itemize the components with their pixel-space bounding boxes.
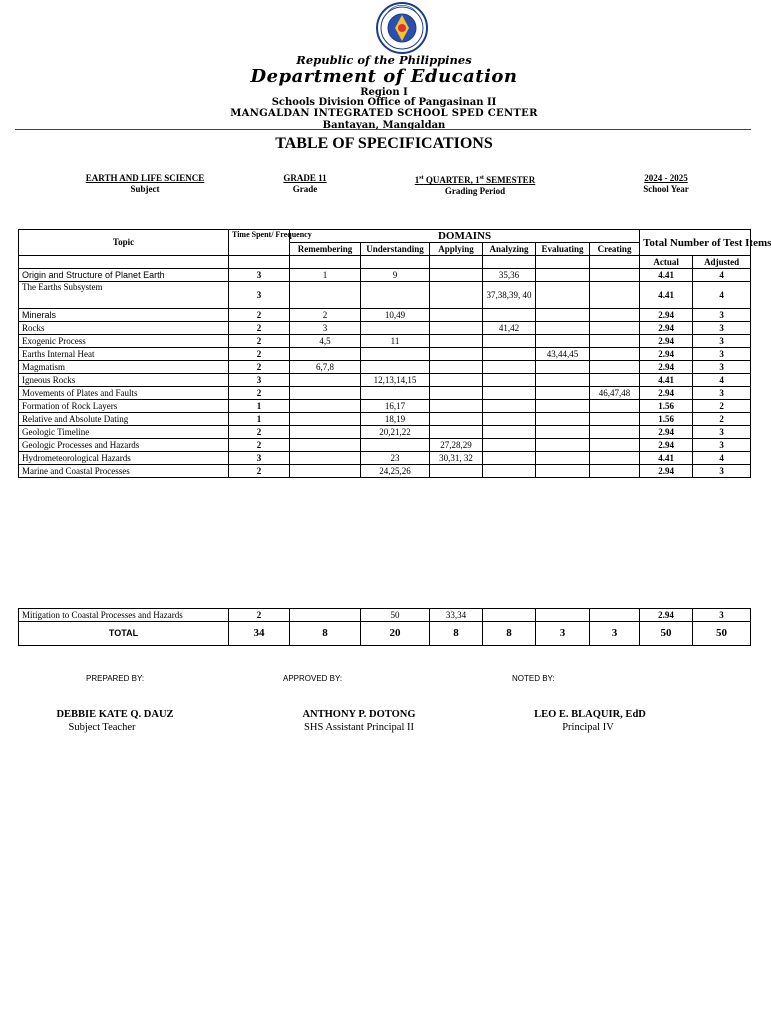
remembering-cell: 6,7,8 <box>290 361 361 374</box>
understanding-cell <box>361 322 430 335</box>
applying-cell: 8 <box>430 622 483 646</box>
understanding-cell: 12,13,14,15 <box>361 374 430 387</box>
table-row <box>19 269 751 282</box>
table-row <box>19 413 751 426</box>
time-spent-cell: 2 <box>229 387 290 400</box>
approved-by-label: APPROVED BY: <box>283 674 343 683</box>
actual-cell: 2.94 <box>640 426 693 439</box>
time-spent-header: Time Spent/ Frequency <box>229 230 290 256</box>
applying-cell: 33,34 <box>430 609 483 622</box>
remembering-cell <box>290 374 361 387</box>
document-title: TABLE OF SPECIFICATIONS <box>275 135 493 152</box>
blank-cell <box>536 256 590 269</box>
applying-cell <box>430 426 483 439</box>
remembering-cell <box>290 452 361 465</box>
topic-cell: Hydrometeorological Hazards <box>19 452 229 465</box>
adjusted-cell: 4 <box>693 282 751 309</box>
blank-cell <box>430 256 483 269</box>
understanding-cell <box>361 439 430 452</box>
total-items-header: Total Number of Test Items <box>640 230 751 256</box>
applying-cell <box>430 322 483 335</box>
grading-period-value: 1st QUARTER, 1st SEMESTER <box>414 175 536 185</box>
blank-cell <box>590 256 640 269</box>
applying-header: Applying <box>430 243 483 256</box>
school-year-field <box>626 173 706 195</box>
noted-by-name: LEO E. BLAQUIR, EdD <box>534 709 646 720</box>
header-divider <box>15 129 751 130</box>
deped-seal-logo <box>366 2 438 54</box>
time-spent-cell: 3 <box>229 282 290 309</box>
analyzing-cell <box>483 348 536 361</box>
adjusted-cell: 2 <box>693 413 751 426</box>
understanding-cell: 23 <box>361 452 430 465</box>
region-line: Region I <box>360 87 408 98</box>
evaluating-cell <box>536 361 590 374</box>
actual-cell: 4.41 <box>640 374 693 387</box>
time-spent-cell: 2 <box>229 465 290 478</box>
time-spent-cell: 2 <box>229 439 290 452</box>
department-line: Department of Education <box>250 66 518 87</box>
understanding-cell <box>361 387 430 400</box>
time-spent-cell: 3 <box>229 374 290 387</box>
grade-field <box>262 173 348 195</box>
school-year-value: 2024 - 2025 <box>644 173 688 183</box>
grade-label: Grade <box>292 184 318 194</box>
topic-cell: Geologic Processes and Hazards <box>19 439 229 452</box>
subject-field <box>70 173 220 195</box>
remembering-cell <box>290 609 361 622</box>
analyzing-cell <box>483 335 536 348</box>
blank-cell <box>290 256 361 269</box>
grade-value: GRADE 11 <box>283 173 327 183</box>
understanding-cell: 9 <box>361 269 430 282</box>
evaluating-cell <box>536 439 590 452</box>
applying-cell <box>430 387 483 400</box>
actual-cell: 2.94 <box>640 361 693 374</box>
evaluating-cell <box>536 322 590 335</box>
topic-cell: Minerals <box>19 309 229 322</box>
applying-cell <box>430 361 483 374</box>
time-spent-cell: 2 <box>229 361 290 374</box>
creating-cell <box>590 269 640 282</box>
creating-cell <box>590 361 640 374</box>
adjusted-cell: 4 <box>693 374 751 387</box>
grading-period-label: Grading Period <box>444 186 506 196</box>
remembering-cell <box>290 413 361 426</box>
topic-cell: Movements of Plates and Faults <box>19 387 229 400</box>
adjusted-cell: 3 <box>693 361 751 374</box>
prepared-by-label: PREPARED BY: <box>86 674 145 683</box>
remembering-cell: 4,5 <box>290 335 361 348</box>
analyzing-header: Analyzing <box>483 243 536 256</box>
understanding-cell: 24,25,26 <box>361 465 430 478</box>
remembering-cell: 3 <box>290 322 361 335</box>
evaluating-cell <box>536 609 590 622</box>
applying-cell <box>430 374 483 387</box>
division-line: Schools Division Office of Pangasinan II <box>271 97 497 108</box>
table-row <box>19 387 751 400</box>
time-spent-cell: 34 <box>229 622 290 646</box>
understanding-cell <box>361 282 430 309</box>
creating-cell <box>590 282 640 309</box>
table-row <box>19 282 751 309</box>
blank-cell <box>483 256 536 269</box>
actual-cell: 2.94 <box>640 335 693 348</box>
approved-by-position: SHS Assistant Principal II <box>304 722 414 733</box>
prepared-by-name: DEBBIE KATE Q. DAUZ <box>56 709 174 720</box>
domains-header: DOMAINS <box>290 230 640 243</box>
understanding-cell <box>361 361 430 374</box>
subject-value: EARTH AND LIFE SCIENCE <box>85 173 205 183</box>
total-row <box>19 622 751 646</box>
actual-cell: 4.41 <box>640 269 693 282</box>
analyzing-cell <box>483 609 536 622</box>
remembering-cell <box>290 465 361 478</box>
understanding-cell: 10,49 <box>361 309 430 322</box>
topic-header: Topic <box>19 230 229 256</box>
topic-cell: Geologic Timeline <box>19 426 229 439</box>
school-year-label: School Year <box>643 184 689 194</box>
creating-cell <box>590 452 640 465</box>
evaluating-cell <box>536 426 590 439</box>
topic-cell: TOTAL <box>19 622 229 646</box>
applying-cell <box>430 309 483 322</box>
adjusted-cell: 3 <box>693 426 751 439</box>
table-row <box>19 609 751 622</box>
creating-cell <box>590 374 640 387</box>
table-row <box>19 322 751 335</box>
creating-cell <box>590 335 640 348</box>
creating-cell <box>590 400 640 413</box>
time-spent-cell: 2 <box>229 335 290 348</box>
noted-by-position: Principal IV <box>562 722 614 733</box>
remembering-cell: 1 <box>290 269 361 282</box>
topic-cell: Origin and Structure of Planet Earth <box>19 269 229 282</box>
topic-cell: Rocks <box>19 322 229 335</box>
specifications-table-continued <box>18 608 751 646</box>
creating-cell <box>590 426 640 439</box>
analyzing-cell: 37,38,39, 40 <box>483 282 536 309</box>
understanding-cell: 20,21,22 <box>361 426 430 439</box>
table-row <box>19 400 751 413</box>
understanding-cell: 50 <box>361 609 430 622</box>
actual-cell: 2.94 <box>640 309 693 322</box>
address-line: Bantayan, Mangaldan <box>322 120 446 131</box>
time-spent-cell: 2 <box>229 309 290 322</box>
creating-cell <box>590 348 640 361</box>
actual-cell: 2.94 <box>640 439 693 452</box>
actual-cell: 50 <box>640 622 693 646</box>
noted-by-label: NOTED BY: <box>512 674 555 683</box>
understanding-cell: 18,19 <box>361 413 430 426</box>
evaluating-cell: 43,44,45 <box>536 348 590 361</box>
topic-cell: Exogenic Process <box>19 335 229 348</box>
time-spent-cell: 2 <box>229 426 290 439</box>
creating-cell <box>590 322 640 335</box>
applying-cell <box>430 348 483 361</box>
table-row <box>19 374 751 387</box>
remembering-cell <box>290 348 361 361</box>
actual-cell: 2.94 <box>640 322 693 335</box>
evaluating-cell <box>536 335 590 348</box>
adjusted-cell: 3 <box>693 348 751 361</box>
applying-cell <box>430 400 483 413</box>
school-line: MANGALDAN INTEGRATED SCHOOL SPED CENTER <box>230 108 538 119</box>
approved-by-name: ANTHONY P. DOTONG <box>302 709 416 720</box>
adjusted-cell: 3 <box>693 387 751 400</box>
adjusted-cell: 50 <box>693 622 751 646</box>
evaluating-cell <box>536 413 590 426</box>
topic-cell: Formation of Rock Layers <box>19 400 229 413</box>
topic-cell: Magmatism <box>19 361 229 374</box>
table-row <box>19 452 751 465</box>
analyzing-cell <box>483 400 536 413</box>
actual-cell: 2.94 <box>640 465 693 478</box>
analyzing-cell <box>483 439 536 452</box>
topic-cell: Marine and Coastal Processes <box>19 465 229 478</box>
actual-cell: 2.94 <box>640 609 693 622</box>
time-spent-cell: 3 <box>229 452 290 465</box>
creating-cell <box>590 309 640 322</box>
remembering-cell <box>290 400 361 413</box>
actual-cell: 4.41 <box>640 452 693 465</box>
applying-cell <box>430 282 483 309</box>
remembering-cell <box>290 282 361 309</box>
applying-cell: 30,31, 32 <box>430 452 483 465</box>
actual-cell: 1.56 <box>640 400 693 413</box>
creating-header: Creating <box>590 243 640 256</box>
adjusted-cell: 4 <box>693 269 751 282</box>
table-row <box>19 426 751 439</box>
time-spent-cell: 2 <box>229 609 290 622</box>
creating-cell <box>590 465 640 478</box>
actual-cell: 4.41 <box>640 282 693 309</box>
table-row <box>19 361 751 374</box>
analyzing-cell <box>483 465 536 478</box>
header-row-1 <box>19 230 751 243</box>
remembering-cell <box>290 426 361 439</box>
remembering-cell: 8 <box>290 622 361 646</box>
remembering-cell <box>290 387 361 400</box>
evaluating-cell <box>536 309 590 322</box>
adjusted-cell: 3 <box>693 439 751 452</box>
time-spent-cell: 2 <box>229 322 290 335</box>
topic-cell: Igneous Rocks <box>19 374 229 387</box>
analyzing-cell <box>483 413 536 426</box>
evaluating-cell <box>536 282 590 309</box>
creating-cell: 46,47,48 <box>590 387 640 400</box>
analyzing-cell: 8 <box>483 622 536 646</box>
subject-label: Subject <box>130 184 160 194</box>
applying-cell <box>430 413 483 426</box>
analyzing-cell <box>483 387 536 400</box>
time-spent-cell: 1 <box>229 413 290 426</box>
topic-cell: The Earths Subsystem <box>19 282 229 309</box>
analyzing-cell <box>483 452 536 465</box>
evaluating-cell: 3 <box>536 622 590 646</box>
adjusted-cell: 3 <box>693 609 751 622</box>
applying-cell <box>430 335 483 348</box>
adjusted-cell: 3 <box>693 465 751 478</box>
evaluating-cell <box>536 387 590 400</box>
topic-cell: Earths Internal Heat <box>19 348 229 361</box>
time-spent-cell: 1 <box>229 400 290 413</box>
specifications-table <box>18 229 771 478</box>
analyzing-cell <box>483 361 536 374</box>
evaluating-header: Evaluating <box>536 243 590 256</box>
grading-period-field <box>395 173 555 197</box>
analyzing-cell <box>483 426 536 439</box>
topic-cell: Mitigation to Coastal Processes and Hazards <box>19 609 229 622</box>
applying-cell <box>430 269 483 282</box>
actual-cell: 1.56 <box>640 413 693 426</box>
actual-cell: 2.94 <box>640 387 693 400</box>
understanding-header: Understanding <box>361 243 430 256</box>
table-row <box>19 309 751 322</box>
creating-cell <box>590 439 640 452</box>
applying-cell <box>430 465 483 478</box>
table-row <box>19 465 751 478</box>
adjusted-cell: 3 <box>693 322 751 335</box>
evaluating-cell <box>536 269 590 282</box>
understanding-cell: 11 <box>361 335 430 348</box>
evaluating-cell <box>536 465 590 478</box>
table-row <box>19 335 751 348</box>
creating-cell <box>590 609 640 622</box>
remembering-cell: 2 <box>290 309 361 322</box>
actual-header: Actual <box>640 256 693 269</box>
blank-cell <box>19 256 229 269</box>
actual-cell: 2.94 <box>640 348 693 361</box>
adjusted-cell: 2 <box>693 400 751 413</box>
republic-line: Republic of the Philippines <box>296 53 472 67</box>
time-spent-cell: 3 <box>229 269 290 282</box>
understanding-cell <box>361 348 430 361</box>
blank-cell <box>361 256 430 269</box>
table-row <box>19 348 751 361</box>
adjusted-cell: 3 <box>693 309 751 322</box>
understanding-cell: 20 <box>361 622 430 646</box>
analyzing-cell: 41,42 <box>483 322 536 335</box>
creating-cell: 3 <box>590 622 640 646</box>
evaluating-cell <box>536 374 590 387</box>
remembering-header: Remembering <box>290 243 361 256</box>
analyzing-cell <box>483 374 536 387</box>
analyzing-cell <box>483 309 536 322</box>
prepared-by-position: Subject Teacher <box>68 722 136 733</box>
adjusted-header: Adjusted <box>693 256 751 269</box>
analyzing-cell: 35,36 <box>483 269 536 282</box>
blank-cell <box>229 256 290 269</box>
applying-cell: 27,28,29 <box>430 439 483 452</box>
time-spent-cell: 2 <box>229 348 290 361</box>
adjusted-cell: 3 <box>693 335 751 348</box>
header-row-3 <box>19 256 751 269</box>
remembering-cell <box>290 439 361 452</box>
topic-cell: Relative and Absolute Dating <box>19 413 229 426</box>
evaluating-cell <box>536 400 590 413</box>
understanding-cell: 16,17 <box>361 400 430 413</box>
table-row <box>19 439 751 452</box>
evaluating-cell <box>536 452 590 465</box>
creating-cell <box>590 413 640 426</box>
adjusted-cell: 4 <box>693 452 751 465</box>
